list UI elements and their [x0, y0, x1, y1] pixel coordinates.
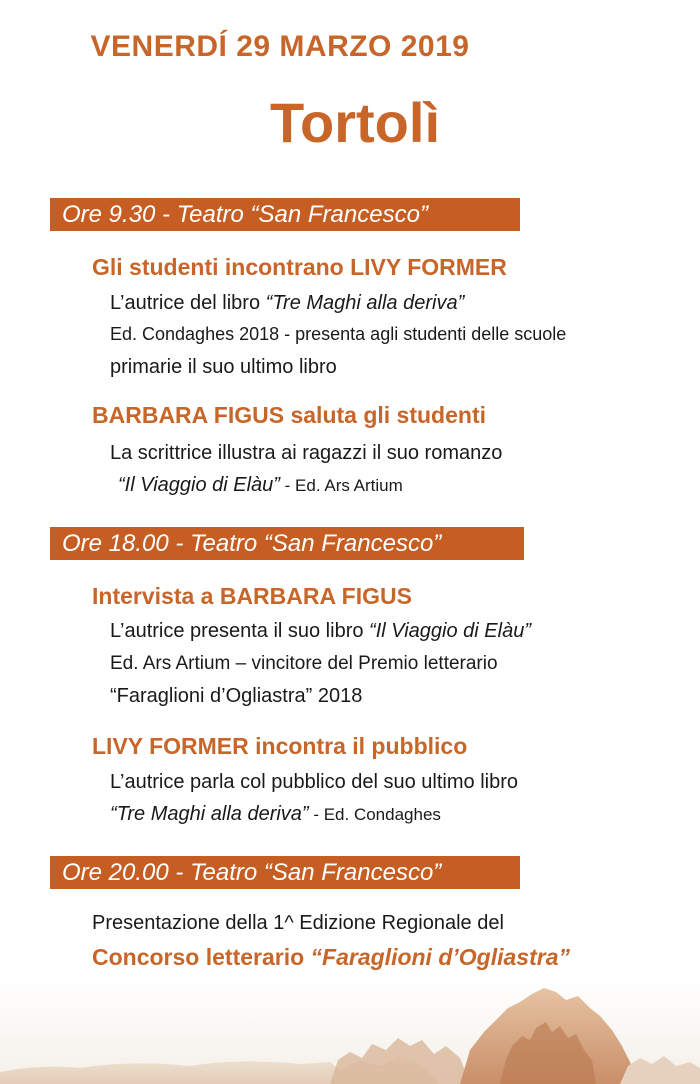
event-4-publisher: - Ed. Condaghes — [308, 805, 441, 824]
event-1-line3: primarie il suo ultimo libro — [110, 356, 337, 378]
event-3-line3: “Faraglioni d’Ogliastra” 2018 — [110, 685, 363, 707]
event-1-line1 — [110, 292, 464, 315]
event-4-book-title: “Tre Maghi alla deriva” — [110, 803, 309, 825]
event-1-title: Gli studenti incontrano LIVY FORMER — [92, 254, 507, 280]
event-3-title: Intervista a BARBARA FIGUS — [92, 583, 412, 609]
session-2-time-band: Ore 18.00 - Teatro “San Francesco” — [50, 527, 524, 560]
event-city: Tortolì — [269, 91, 441, 154]
event-5-line1: Presentazione della 1^ Edizione Regionale del — [92, 912, 504, 934]
faraglioni-rocks-image — [0, 980, 700, 1084]
event-1-line2: Ed. Condaghes 2018 - presenta agli studenti delle scuole — [110, 324, 567, 344]
event-3-line1 — [110, 620, 531, 643]
event-5-contest-name: “Faraglioni d’Ogliastra” — [310, 944, 570, 970]
event-2-book-title: “Il Viaggio di Elàu” — [118, 474, 280, 496]
event-1-book-title: “Tre Maghi alla deriva” — [265, 292, 465, 314]
event-4-line1: L’autrice parla col pubblico del suo ultimo libro — [110, 771, 519, 793]
event-3-line1-prefix: L’autrice presenta il suo libro — [110, 620, 370, 642]
event-4-line2 — [110, 803, 441, 826]
event-date: VENERDÍ 29 MARZO 2019 — [90, 30, 470, 63]
session-3-time-band: Ore 20.00 - Teatro “San Francesco” — [50, 856, 520, 889]
session-1-time-band: Ore 9.30 - Teatro “San Francesco” — [50, 198, 520, 231]
event-4-title: LIVY FORMER incontra il pubblico — [92, 733, 468, 759]
event-3-line2: Ed. Ars Artium – vincitore del Premio letterario — [110, 653, 498, 674]
event-1-line1-prefix: L’autrice del libro — [110, 292, 266, 314]
event-2-title: BARBARA FIGUS saluta gli studenti — [92, 402, 486, 428]
event-3-book-title: “Il Viaggio di Elàu” — [369, 620, 531, 642]
event-5-title-prefix: Concorso letterario — [92, 944, 311, 970]
event-2-line2 — [118, 474, 403, 497]
event-5-title — [92, 944, 570, 971]
event-2-line1: La scrittrice illustra ai ragazzi il suo romanzo — [110, 442, 503, 464]
event-2-publisher: - Ed. Ars Artium — [279, 476, 403, 495]
